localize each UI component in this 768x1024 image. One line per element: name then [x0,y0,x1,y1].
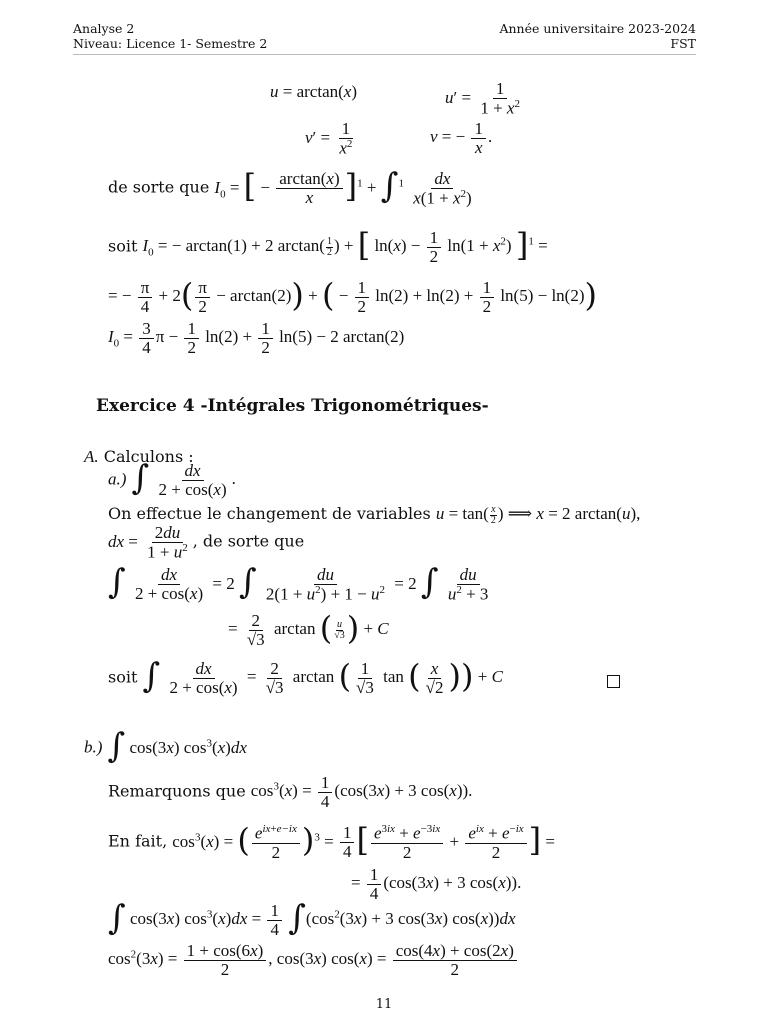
equation-I0-expanded: = − $\frac{\pi}{4}$ + 2( $\frac{\pi}{2}$ − arctan(2)) + ( − $\frac{1}{2}$ ln(2) + ln(2) + $\frac{1}{2}$ ln(5) − ln(2)) [108,275,597,316]
page-number: 11 [375,997,393,1012]
identity-result: = $\frac{1}{4}$ (cos(3x) + 3 cos(x)). [351,865,522,903]
change-of-variables: On effectue le changement de variables u = tan( $\frac{x}{2}$ ) ⟹ x = 2 arctan(u), [108,503,641,526]
course-header [73,21,267,51]
equation-u-def: u = arctan(x) [270,82,357,101]
en-fait-text: En fait, [108,831,168,851]
remarquons-text: Remarquons que [108,781,246,801]
equation-I0-result: $I_0$ = $\frac{3}{4}$ π − $\frac{1}{2}$ ln(2) + $\frac{1}{2}$ ln(5) − 2 arctan(2) [108,319,405,357]
equation-I0-evaluated: soit $I_0$ = − arctan(1) + 2 arctan( $\frac{1}{2}$ ) + [ ln(x) − $\frac{1}{2}$ $\ln(1 + x^2)$ ]$^1$ = [108,225,548,266]
question-b-label: b.) [84,737,103,757]
part-a-label: A. [84,447,99,466]
question-b: b.) ∫ cos(3x) $\cos^3(x)dx$ [84,726,247,766]
equation-arctan-result: = $\frac{2}{√3}$ arctan ( $\frac{u}{√3}$ ) + C [228,608,389,649]
institution: FST [670,36,696,51]
identity-proof: En fait, $\cos^3(x)$ = ( $\frac{e^{ix+e-ix}}{2}$ )$^3$ = $\frac{1}{4}$ [ $\frac{e^{3ix} + e^{-3ix}}{2}$ + $\frac{e^{ix} + e^{-ix}}{2}$ ] = [108,821,555,862]
soit-text-2: soit [108,667,138,687]
equation-integral-chain: ∫ $\frac{dx}{2 + \cos(x)}$ = 2 ∫ $\frac{du}{2(1 + u^2) + 1 - u^2}$ = 2 ∫ $\frac{du}{u^2 + 3}$ [108,562,489,604]
equation-I0-parts: de sorte que $I_0$ = [ − $\frac{\arctan(x)}{x}$ ]$^1$ + ∫$^1$ $\frac{dx}{x(1 + x^2)}$ [108,166,472,208]
qed-box [607,673,620,692]
exercise-title: Exercice 4 -Intégrales Trigonométriques- [96,396,489,416]
equation-uprime-def: u′ = $\frac{1}{1 + x^2}$ [445,79,520,118]
year-header [499,21,696,51]
question-a-label: a.) [108,469,127,489]
dx-substitution: dx = $\frac{2du}{1 + u^2}$ , de sorte que [108,523,305,562]
equation-vprime-def: v′ = $\frac{1}{x^2}$ [305,119,353,158]
equation-a-final: soit ∫ $\frac{dx}{2 + \cos(x)}$ = $\frac{2}{√3}$ arctan ( $\frac{1}{√3}$ tan ( $\frac{x}{√2}$ )) + C [108,655,503,697]
equation-v-def: v = − $\frac{1}{x}$ . [430,119,493,157]
on-effectue-text: On effectue le changement de variables [108,504,431,523]
remark-identity: Remarquons que $\cos^3(x)$ = $\frac{1}{4}$ (cos(3x) + 3 cos(x)). [108,773,473,811]
de-sorte-que-text: de sorte que [108,177,210,197]
question-a: a.) ∫ $\frac{dx}{2 + \cos(x)}$ . [108,457,236,499]
course-name: Analyse 2 [73,21,135,36]
header-rule [73,54,696,55]
de-sorte-que-comma-text: , de sorte que [192,531,305,551]
academic-year: Année universitaire 2023-2024 [499,21,696,36]
course-level: Niveau: Licence 1- Semestre 2 [73,36,268,51]
soit-text-1: soit [108,236,138,256]
equation-product-formulas: $\cos^2(3x)$ = $\frac{1 + \cos(6x)}{2}$ , cos(3x) cos(x) = $\frac{\cos(4x) + \cos(2x)}{2}$ [108,942,519,979]
calculons-text: Calculons : [103,447,194,466]
equation-b-rewrite: ∫ cos(3x) $\cos^3(x)dx$ = $\frac{1}{4}$ $\int(\cos^2(3x) + 3$ cos(3x) cos(x))dx [108,897,516,939]
